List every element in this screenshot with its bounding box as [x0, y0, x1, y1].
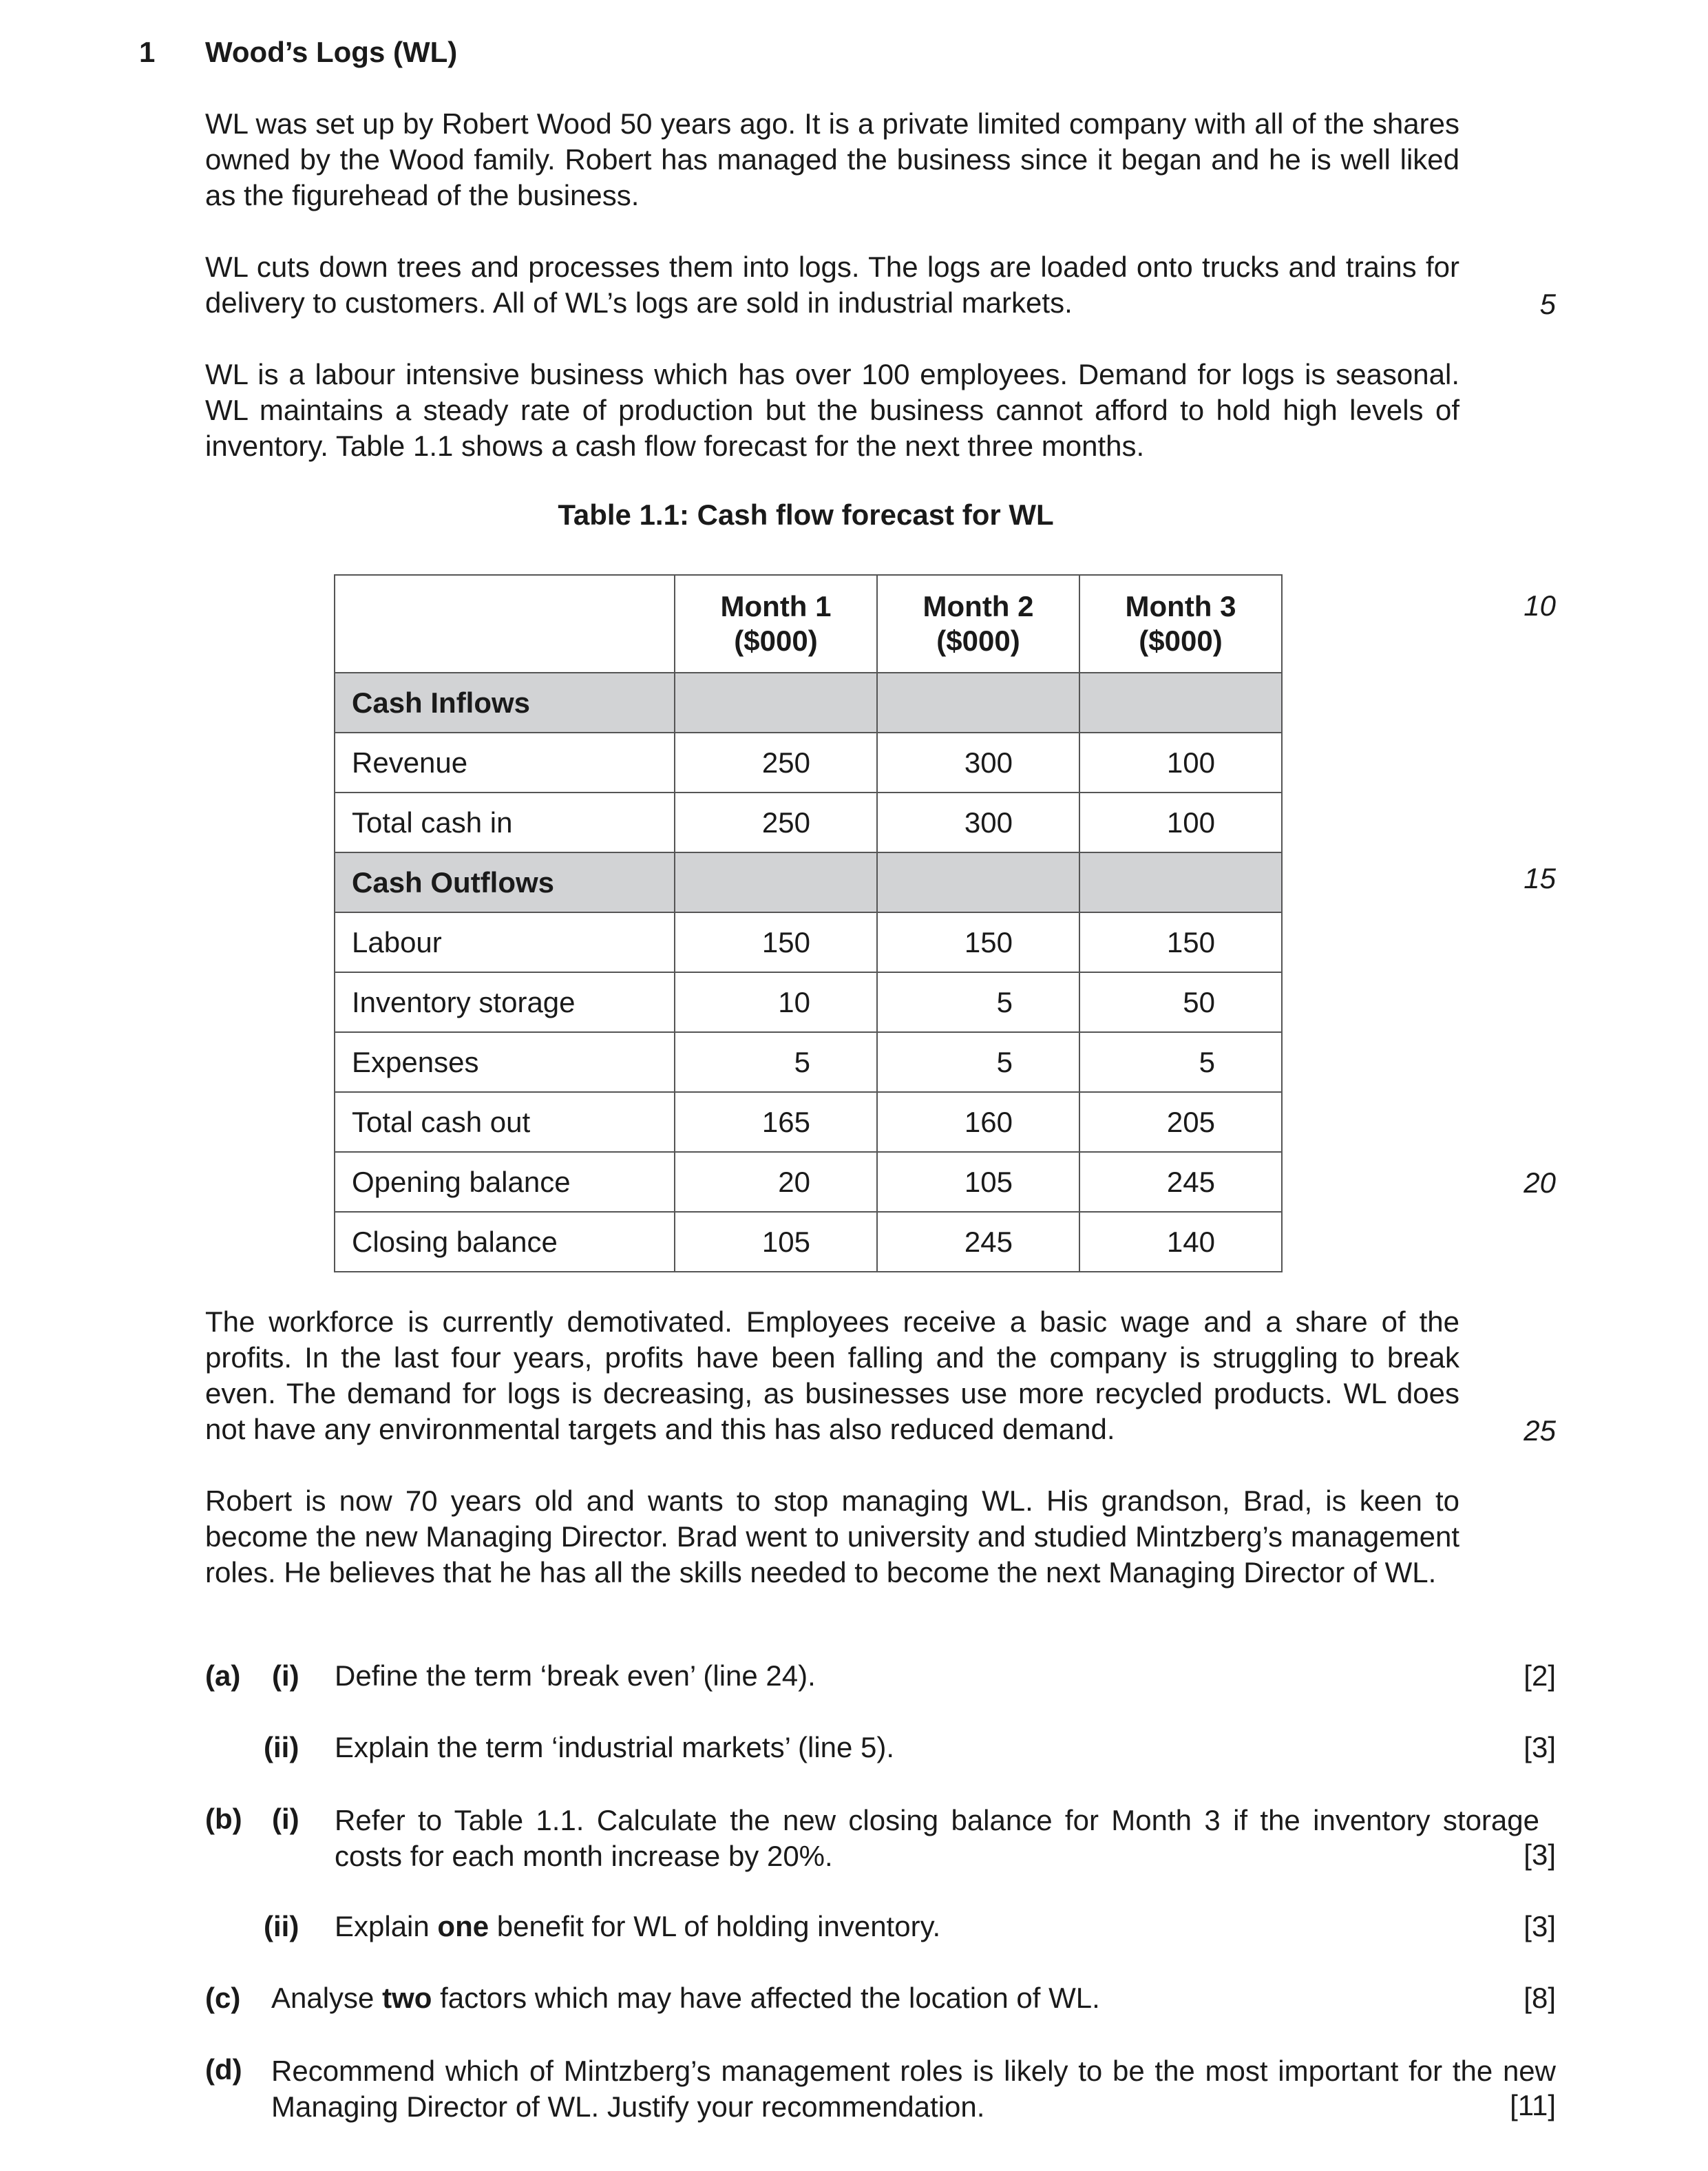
row-label: Total cash out — [335, 1092, 675, 1152]
cell-month-3 — [1079, 1152, 1282, 1212]
row-label: Cash Inflows — [335, 673, 675, 733]
row-label: Inventory storage — [335, 972, 675, 1032]
cell-month-1 — [675, 1152, 877, 1212]
question-number: 1 — [139, 36, 156, 68]
cell-month-1 — [675, 1092, 877, 1152]
cell-value: 105 — [761, 1225, 810, 1258]
cell-month-3 — [1079, 852, 1282, 912]
table-row — [335, 1032, 1282, 1092]
line-number-20: 20 — [1524, 1166, 1556, 1199]
line-number-15: 15 — [1524, 862, 1556, 894]
part-d-label: (d) — [205, 2053, 242, 2086]
part-a-ii-label: (ii) — [264, 1731, 299, 1763]
cell-value: 140 — [1166, 1225, 1215, 1258]
cell-month-1 — [675, 793, 877, 852]
cell-month-2 — [877, 852, 1079, 912]
part-b-i-label: (i) — [272, 1803, 299, 1835]
table-row — [335, 972, 1282, 1032]
cell-value: 100 — [1166, 746, 1215, 779]
part-a-label: (a) — [205, 1659, 241, 1692]
part-a-i-label: (i) — [272, 1659, 299, 1692]
cell-month-3 — [1079, 793, 1282, 852]
table-header-empty — [335, 575, 675, 673]
table-row — [335, 1092, 1282, 1152]
paragraph-3 — [205, 357, 1459, 464]
cell-value: 150 — [964, 925, 1013, 958]
cell-month-1 — [675, 673, 877, 733]
line-number-5: 5 — [1539, 288, 1556, 320]
header-month-3-unit: ($000) — [1139, 625, 1223, 657]
cell-month-2 — [877, 793, 1079, 852]
cell-month-3 — [1079, 673, 1282, 733]
paragraph-1-text: WL was set up by Robert Wood 50 years ago. It is a private limited company with all of the shares owned by the Wood family. Robert has managed the business since it began and he is well liked as the figurehead of the business. — [205, 107, 1459, 211]
paragraph-4 — [205, 1304, 1459, 1447]
cell-value: 5 — [1199, 1045, 1215, 1078]
part-c-text-bold: two — [382, 1982, 432, 2014]
cell-month-3 — [1079, 972, 1282, 1032]
table-row — [335, 1212, 1282, 1272]
cell-month-2 — [877, 972, 1079, 1032]
cell-month-2 — [877, 1152, 1079, 1212]
part-b-ii-label: (ii) — [264, 1910, 299, 1942]
cell-value: 105 — [964, 1165, 1013, 1198]
part-b-i-text: Refer to Table 1.1. Calculate the new closing balance for Month 3 if the inventory storage costs for each month increase by 20%. — [335, 1804, 1539, 1872]
part-b-label: (b) — [205, 1803, 242, 1835]
row-label: Cash Outflows — [335, 852, 675, 912]
table-body — [335, 673, 1282, 1272]
line-number-10: 10 — [1524, 589, 1556, 622]
part-d-marks: [11] — [1510, 2089, 1556, 2121]
row-label: Closing balance — [335, 1212, 675, 1272]
cell-value: 160 — [964, 1105, 1013, 1138]
cell-value: 100 — [1166, 806, 1215, 839]
cell-month-2 — [877, 1092, 1079, 1152]
cell-month-1 — [675, 733, 877, 793]
part-d-text: Recommend which of Mintzberg’s management roles is likely to be the most important for the new Managing Director of WL. Justify your recommendation. — [271, 2055, 1556, 2123]
row-label: Expenses — [335, 1032, 675, 1092]
row-label: Opening balance — [335, 1152, 675, 1212]
part-c-text-before: Analyse — [271, 1982, 383, 2014]
cell-value: 300 — [964, 746, 1013, 779]
table-header-month-3 — [1079, 575, 1282, 673]
part-c-text — [271, 1982, 1100, 2015]
line-number-25: 25 — [1524, 1414, 1556, 1447]
cell-month-3 — [1079, 1212, 1282, 1272]
part-b-i-marks: [3] — [1524, 1838, 1556, 1871]
table-row — [335, 793, 1282, 852]
cell-month-2 — [877, 912, 1079, 972]
cell-value: 165 — [761, 1105, 810, 1138]
row-label: Labour — [335, 912, 675, 972]
header-month-2-label: Month 2 — [922, 590, 1034, 622]
cell-value: 300 — [964, 806, 1013, 839]
cell-month-2 — [877, 733, 1079, 793]
cell-value: 20 — [778, 1165, 810, 1198]
cell-month-1 — [675, 852, 877, 912]
cell-month-1 — [675, 1212, 877, 1272]
paragraph-5-text: Robert is now 70 years old and wants to stop managing WL. His grandson, Brad, is keen to become the new Managing Director. Brad went to university and studied Mintzberg’s management roles. He believes that he has all the skills needed to become the next Managing Director of WL. — [205, 1485, 1459, 1588]
question-title: Wood’s Logs (WL) — [205, 36, 458, 68]
table-caption: Table 1.1: Cash flow forecast for WL — [558, 499, 1054, 531]
paragraph-1 — [205, 106, 1459, 213]
cell-month-2 — [877, 673, 1079, 733]
cell-month-1 — [675, 912, 877, 972]
cell-month-3 — [1079, 1032, 1282, 1092]
part-b-ii-text-after: benefit for WL of holding inventory. — [489, 1910, 941, 1942]
row-label: Total cash in — [335, 793, 675, 852]
table-header-month-2 — [877, 575, 1079, 673]
header-month-1-unit: ($000) — [734, 625, 818, 657]
cell-month-1 — [675, 972, 877, 1032]
table-section-row — [335, 852, 1282, 912]
paragraph-2 — [205, 249, 1459, 321]
cell-value: 50 — [1183, 985, 1215, 1018]
table-header-row — [335, 575, 1282, 673]
table-row — [335, 1152, 1282, 1212]
cell-value: 245 — [964, 1225, 1013, 1258]
cell-value: 250 — [761, 806, 810, 839]
cell-value: 5 — [996, 1045, 1013, 1078]
cell-month-2 — [877, 1212, 1079, 1272]
row-label: Revenue — [335, 733, 675, 793]
paragraph-2-text: WL cuts down trees and processes them into logs. The logs are loaded onto trucks and trains for delivery to customers. All of WL’s logs are sold in industrial markets. — [205, 251, 1459, 319]
paragraph-5 — [205, 1483, 1459, 1591]
part-a-ii-marks: [3] — [1524, 1731, 1556, 1763]
part-b-ii-marks: [3] — [1524, 1910, 1556, 1942]
cell-value: 150 — [1166, 925, 1215, 958]
cell-month-2 — [877, 1032, 1079, 1092]
cell-month-3 — [1079, 733, 1282, 793]
table-header-month-1 — [675, 575, 877, 673]
header-month-3-label: Month 3 — [1125, 590, 1236, 622]
part-b-ii-text-bold: one — [437, 1910, 489, 1942]
cash-flow-table — [334, 574, 1283, 1272]
cell-month-1 — [675, 1032, 877, 1092]
cell-value: 245 — [1166, 1165, 1215, 1198]
cell-value: 205 — [1166, 1105, 1215, 1138]
cell-month-3 — [1079, 912, 1282, 972]
part-c-marks: [8] — [1524, 1982, 1556, 2014]
header-month-2-unit: ($000) — [936, 625, 1020, 657]
part-a-i-marks: [2] — [1524, 1659, 1556, 1692]
cell-value: 5 — [996, 985, 1013, 1018]
cell-value: 5 — [794, 1045, 810, 1078]
paragraph-4-text: The workforce is currently demotivated. Employees receive a basic wage and a share of the profits. In the last four years, profits have been falling and the company is struggling to break even. The demand for logs is decreasing, as businesses use more recycled products. WL does not have any environmental targets and this has also reduced demand. — [205, 1305, 1459, 1445]
cell-value: 150 — [761, 925, 810, 958]
cell-value: 10 — [778, 985, 810, 1018]
paragraph-3-text: WL is a labour intensive business which has over 100 employees. Demand for logs is seasonal. WL maintains a steady rate of production but the business cannot afford to hold high levels of inventory. Table 1.1 shows a cash flow forecast for the next three months. — [205, 358, 1459, 462]
part-c-text-after: factors which may have affected the location of WL. — [432, 1982, 1100, 2014]
header-month-1-label: Month 1 — [720, 590, 832, 622]
part-b-ii-text-before: Explain — [335, 1910, 438, 1942]
part-c-label: (c) — [205, 1982, 241, 2014]
table-row — [335, 733, 1282, 793]
cell-value: 250 — [761, 746, 810, 779]
part-a-i-text: Define the term ‘break even’ (line 24). — [335, 1659, 816, 1692]
table-row — [335, 912, 1282, 972]
part-a-ii-text: Explain the term ‘industrial markets’ (line 5). — [335, 1731, 895, 1763]
table-section-row — [335, 673, 1282, 733]
part-b-ii-text — [335, 1910, 940, 1943]
cell-month-3 — [1079, 1092, 1282, 1152]
